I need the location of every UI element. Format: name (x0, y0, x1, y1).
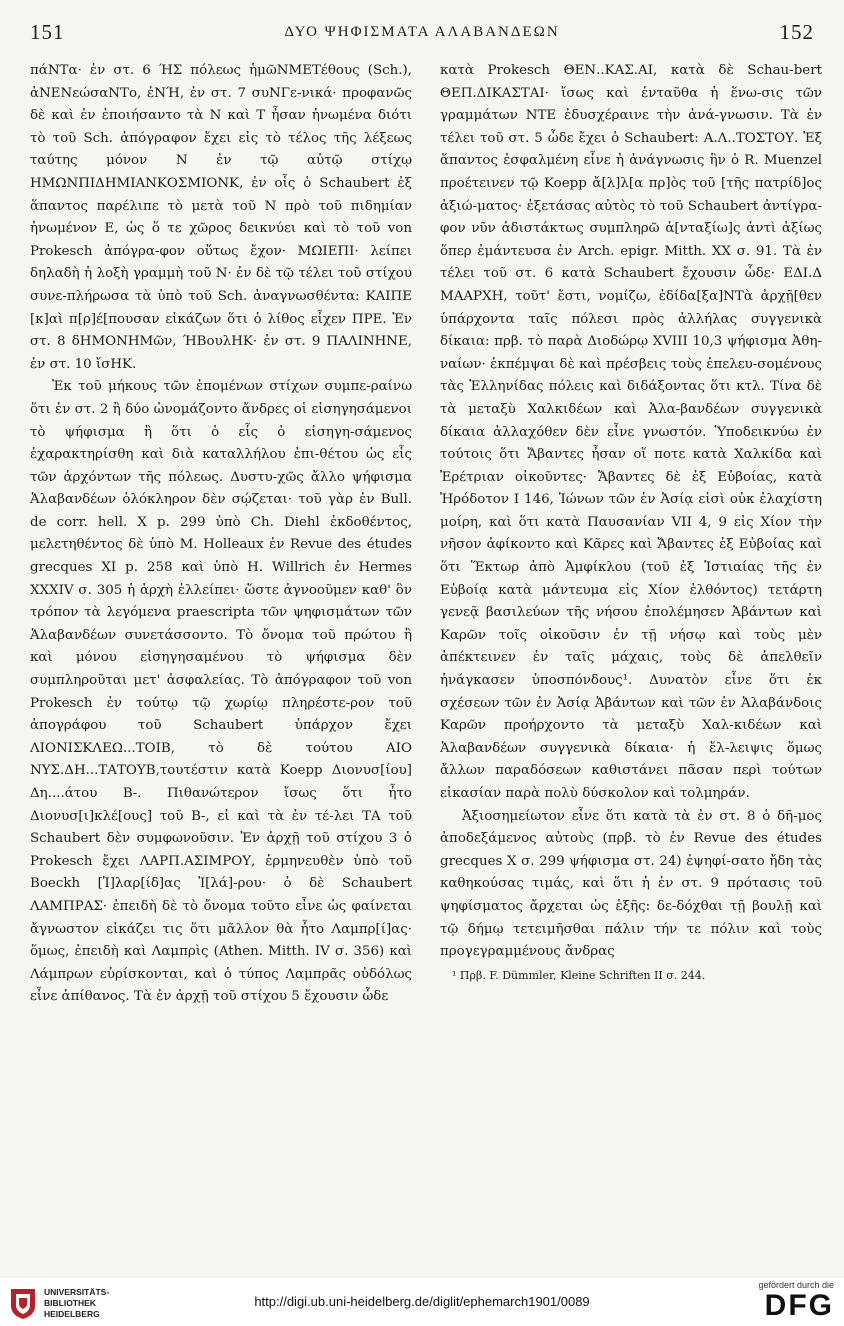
viewer-footer (0, 1278, 844, 1326)
right-paragraph-1: κατὰ Prokesch ΘΕΝ..ΚΑΣ.ΑΙ, κατὰ δὲ Schau-bert ΘΕΠ.ΔΙΚΑΣΤΑΙ· ἴσως καὶ ἐνταῦθα ἡ ἕνω-σις τῶν γραμμάτων ΝΤΕ ἐδυσχέραινε τὴν ἀνά-γνωσιν. Τὰ ἐν τέλει τοῦ στ. 5 ὧδε ἔχει ὁ Schaubert: Α.Λ..ΤΟΣΤΟΥ. Ἐξ ἅπαντος ἐσφαλμένη εἶνε ἡ ἀνάγνωσις ἣν ὁ R. Muenzel προέτεινεν τῷ Koepp ἄ[λ]λ[α πρ]ὸς τοῦ [τῆς πατρίδ]ος ἀξιώ-ματος· ἐξετάσας αὐτὸς τὸ τοῦ Schaubert ἀντίγρα-φον νῦν ἀδιστάκτως συμπληρῶ ἀ[νταξίω]ς ἀντὶ ἀξίως ὅπερ ἐμάντευσα ἐν Arch. epigr. Mitth. XX σ. 91. Τὰ ἐν τέλει τοῦ στ. 6 κατὰ Schaubert ἔχουσιν ὧδε· ΕΔΙ.Δ ΜΑΑΡΧΗ, τοῦτ' ἔστι, νομίζω, ἐδίδα[ξα]ΝΤὰ ἀρχῇ[θεν ὑπάρχοντα ταῖς πόλεσι πρὸς ἀλλήλας συγγενικὰ δίκαια: πρβ. τὸ παρὰ Διοδώρῳ XVIII 10,3 ψήφισμα Ἀθη-ναίων· ἐκπέμψαι δὲ καὶ πρέσβεις τοὺς ἐπελευ-σομένους τὰς Ἑλληνίδας πόλεις καὶ διδάξοντας ὅτι κτλ. Τίνα δὲ τὰ μεταξὺ Χαλκιδέων καὶ Ἀλα-βανδέων συγγενικὰ δίκαια ἀλλαχόθεν δὲν εἶνε γνωστόν. Ὑποδεικνύω ἐν τούτοις ὅτι Ἄβαντες ἦσαν οἵ ποτε κατὰ Χαλκίδα καὶ Ἐρέτριαν οἰκοῦντες· Ἄβαντες δὲ ἐξ Εὐβοίας, κατὰ Ἡρόδοτον I 146, Ἰώνων τῶν ἐν Ἀσίᾳ εἰσὶ οὐκ ἐλαχίστη μοίρη, καὶ ὅτι κατὰ Παυσανίαν VII 4, 9 εἰς Χίον τὴν νῆσον ἀφίκοντο καὶ Κᾶρες καὶ Ἄβαντες ἐξ Εὐβοίας καὶ ὅτι Ἕκτωρ ἀπὸ Ἀμφίκλου (τοῦ ἐξ Ἱστιαίας τῆς ἐν Εὐβοίᾳ κατὰ μάντευμα εἰς Χίον ἐλθόντος) τετάρτη γενεᾷ βασιλεύων τῆς νήσου ἐπολέμησεν Ἀβάντων καὶ Καρῶν τοῖς οἰκοῦσιν ἐν τῇ νήσῳ καὶ τοὺς μὲν ἀπέκτεινεν ἐν ταῖς μάχαις, τοὺς δὲ ἀπελθεῖν ἠνάγκασεν ὑποσπόνδους¹. Δυνατὸν εἶνε ὅτι ἐκ σχέσεων τῶν ἐν Ἀσίᾳ Ἀβάντων καὶ τῶν ἐν Ἀλαβάνδοις Καρῶν προήρχοντο τὰ μεταξὺ Χαλ-κιδέων καὶ Ἀλαβανδέων συγγενικὰ δίκαια· ἡ ἔλ-λειψις ὅμως ἄλλων παραδόσεων καθιστάνει πᾶσαν περὶ τούτων εἰκασίαν παρὰ πολὺ δύσκολον καὶ τολμηράν. (440, 63, 822, 801)
library-line-3: HEIDELBERG (44, 1309, 100, 1319)
left-paragraph-1: πάΝΤα· ἐν στ. 6 ΉΣ πόλεως ἡμῶΝΜΕΤέθους (Sch.), ἀΝΕΝεώσαΝΤο, ἐΝΉ, ἐν στ. 7 συΝΓε-νικά· προφανῶς δὲ καὶ ἐν ἐποιήσαντο τὰ Ν καὶ Τ ἦσαν ἡνωμένα διότι τὸ τοῦ Sch. ἀπόγραφον ἔχει εἰς τὸ τέλος τῆς λέξεως ταύτης μόνον Ν ἐν τῷ αὐτῷ στίχῳ ΗΜΩΝΠΙΔΗΜΙΑΝΚΟΣΜΙΟΝΚ, ἐν οἷς ὁ Schaubert ἐξ ἅπαντος παρέλιπε τὸ μετὰ τοῦ Ν πρὸ τοῦ πιδημίαν ἡνωμένον Ε, ὡς ὅ τε χῶρος δεικνύει καὶ τὸ τοῦ von Prokesch ἀπόγρα-φον οὕτως ἔχον· ΜΩΙΕΠΙ· λείπει δηλαδὴ ἡ λοξὴ γραμμὴ τοῦ Ν· ἐν δὲ τῷ τέλει τοῦ στίχου συνε-πλήρωσα τὰ ὑπὸ τοῦ Sch. ἀναγνωσθέντα: ΚΑΙΠΕ [κ]αὶ π[ρ]έ[πουσαν εἰκάζων ὅτι ὁ λίθος εἶχεν ΠΡΕ. Ἐν στ. 8 δΗΜΟΝΗΜῶν, ΉΒουλΗΚ· ἐν στ. 9 ΠΑΛΙΝΗΝΕ, ἐν στ. 10 ἴσΗΚ. (30, 63, 412, 372)
library-line-1: UNIVERSITÄTS- (44, 1287, 110, 1297)
running-header (30, 14, 814, 50)
permalink-url[interactable]: http://digi.ub.uni-heidelberg.de/diglit/ephemarch1901/0089 (254, 1294, 590, 1309)
page-number-right: 152 (779, 20, 814, 44)
running-title: ΔΥΟ ΨΗΦΙΣΜΑΤΑ ΑΛΑΒΑΝΔΕΩΝ (284, 24, 560, 40)
funded-by-text: gefördert durch die (758, 1280, 834, 1290)
left-column (30, 60, 412, 1009)
dfg-logo[interactable] (724, 1280, 834, 1324)
dfg-wordmark: DFG (764, 1289, 834, 1322)
page-number-left: 151 (30, 20, 65, 44)
right-column (440, 60, 822, 984)
left-paragraph-2: Ἐκ τοῦ μήκους τῶν ἑπομένων στίχων συμπε-ραίνω ὅτι ἐν στ. 2 ἢ δύο ὠνομάζοντο ἄνδρες οἱ εἰσηγησάμενοι τὸ ψήφισμα ἢ ὅτι ὁ εἷς ὁ εἰσηγη-σάμενος ἐχαρακτηρίσθη καὶ διὰ καταλλήλου ἐπι-θέτου ὡς εἷς τῶν ἀρχόντων τῆς πόλεως. Δυστυ-χῶς ἄλλο ψήφισμα Ἀλαβανδέων ὁλόκληρον δὲν σῴζεται· τοῦ γὰρ ἐν Bull. de corr. hell. X p. 299 ὑπὸ Ch. Diehl ἐκδοθέντος, μελετηθέντος δὲ ὑπὸ M. Holleaux ἐν Revue des études grecques XI p. 258 καὶ ὑπὸ H. Willrich ἐν Hermes XXXIV σ. 305 ἡ ἀρχὴ ἐλλείπει· ὥστε ἀγνοοῦμεν καθ' ὃν τρόπον τὰ λεγόμενα praescripta τῶν ψηφισμάτων τῶν Ἀλαβανδέων συνετάσσοντο. Τὸ ὄνομα τοῦ πρώτου ἢ καὶ μόνου εἰσηγησαμένου τὸ ψήφισμα δὲν συμπληροῦται μετ' ἀσφαλείας. Τὸ ἀπόγραφον τοῦ von Prokesch ἐν τούτῳ τῷ χωρίῳ πληρέστε-ρον τοῦ ἀπογράφου τοῦ Schaubert ὑπάρχον ἔχει ΛΙΟΝΙΣΚΛΕΩ...ΤΟΙΒ, τὸ δὲ τούτου ΑΙΟ ΝΥΣ.ΔΗ...ΤΑΤΟΥΒ,τουτέστιν κατὰ Koepp Διονυσ[ίου] Δη....άτου Β-. Πιθανώτερον ἴσως ὅτι ἦτο Διονυσ[ι]κλέ[ους] τοῦ Β-, εἰ καὶ τὰ ἐν τέ-λει ΤΑ τοῦ Schaubert δὲν συμφωνοῦσιν. Ἐν ἀρχῇ τοῦ στίχου 3 ὁ Prokesch ἔχει ΛΑΡΠ.ΑΣΙΜΡΟΥ, ἑρμηνευθὲν ὑπὸ τοῦ Boeckh [Ἰ]λαρ[ίδ]ας Ἰ[λά]-ρου· ὁ δὲ Schaubert ΛΑΜΠΡΑΣ· ἐπειδὴ δὲ τὸ ὄνομα τοῦτο εἶνε ὡς φαίνεται ἄγνωστον εἰκάζει τις ὅτι μᾶλλον θὰ ἦτο Λαμπρ[ί]ας· ὅμως, ἐπειδὴ καὶ Λαμπρὶς (Athen. Mitth. IV σ. 356) καὶ Λάμπρων εὑρίσκονται, καὶ ὁ τύπος Λαμπρᾶς οὐδόλως εἶνε ἀπίθανος. Τὰ ἐν ἀρχῇ τοῦ στίχου 5 ἔχουσιν ὧδε (30, 379, 412, 1005)
right-paragraph-2: Ἀξιοσημείωτον εἶνε ὅτι κατὰ τὰ ἐν στ. 8 ὁ δῆ-μος ἀποδεξάμενος αὐτοὺς (πρβ. τὸ ἐν Revue des études grecques X σ. 299 ψήφισμα στ. 24) ἐψηφί-σατο ἤδη τὰς καθηκούσας τιμάς, καὶ ὅτι ἡ ἐν στ. 9 πρότασις τοῦ ψηφίσματος ἄρχεται ὡς ἑξῆς: δε-δόχθαι τῇ βουλῇ καὶ τῷ δήμῳ τετειμῆσθαι πάλιν τήν τε πόλιν καὶ τοὺς προγεγραμμένους ἄνδρας (440, 808, 822, 960)
footnote: ¹ Πρβ. F. Dümmler, Kleine Schriften II σ. 244. (452, 968, 706, 982)
library-line-2: BIBLIOTHEK (44, 1298, 96, 1308)
